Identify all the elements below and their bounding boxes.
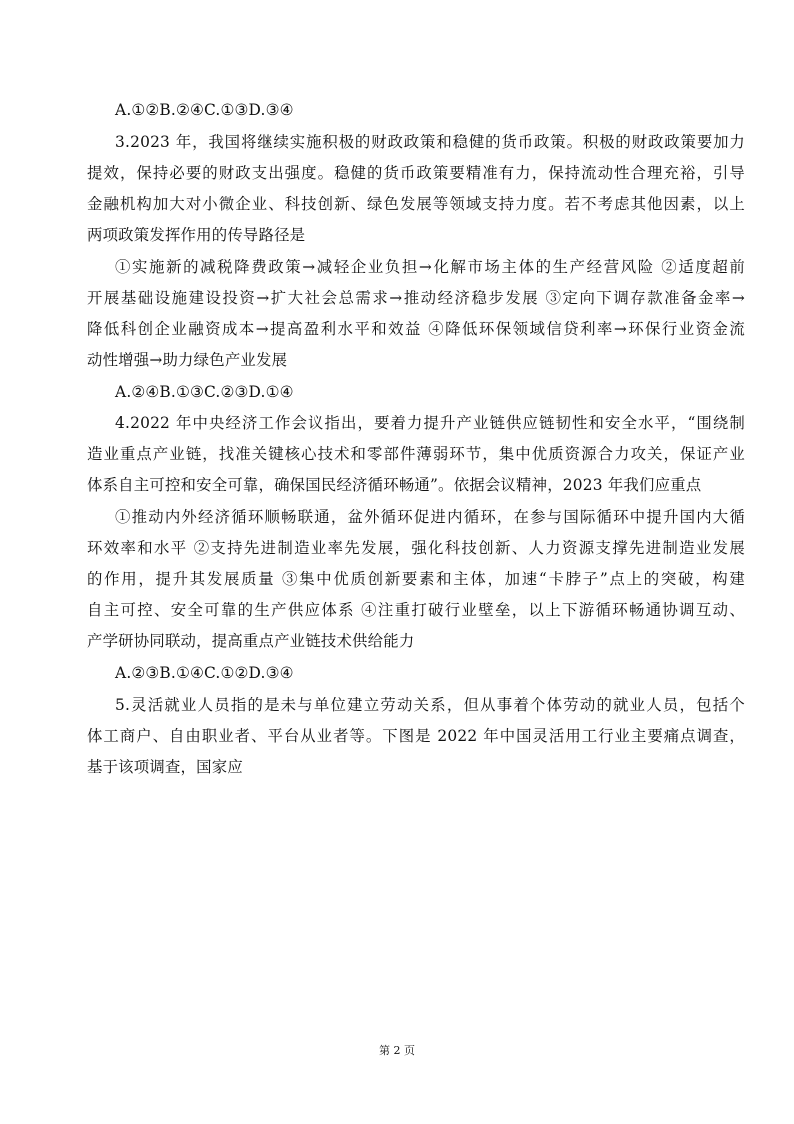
q5-stem-line-2: 体工商户、自由职业者、平台从业者等。下图是 2022 年中国灵活用工行业主要痛点调查， [87,727,745,745]
q3-stem-line-4: 两项政策发挥作用的传导路径是 [87,226,306,244]
q2-answer-options: A.①②B.②④C.①③D.③④ [115,101,294,119]
q4-option-line-3: 的作用，提升其发展质量 ③集中优质创新要素和主体，加速“卡脖子”点上的突破，构建 [87,570,745,588]
q3-option-line-3: 降低科创企业融资成本→提高盈利水平和效益 ④降低环保领域信贷利率→环保行业资金流 [87,320,745,338]
q4-stem-line-2: 造业重点产业链，找准关键核心技术和零部件薄弱环节，集中优质资源合力攻关，保证产业 [87,445,745,463]
q3-answer-options: A.②④B.①③C.②③D.①④ [115,383,294,401]
q5-stem-line-1: 5.灵活就业人员指的是未与单位建立劳动关系，但从事着个体劳动的就业人员，包括个 [115,696,745,714]
q3-stem-line-3: 金融机构加大对小微企业、科技创新、绿色发展等领域支持力度。若不考虑其他因素，以上 [87,195,745,213]
q4-stem-line-1: 4.2022 年中央经济工作会议指出，要着力提升产业链供应链韧性和安全水平，“围绕制 [115,414,745,432]
q4-option-line-4: 自主可控、安全可靠的生产供应体系 ④注重打破行业壁垒，以上下游循环畅通协调互动、 [87,601,745,619]
q4-answer-options: A.②③B.①④C.①②D.③④ [115,664,294,682]
q4-option-line-2: 环效率和水平 ②支持先进制造业率先发展，强化科技创新、人力资源支撑先进制造业发展 [87,539,745,557]
page-number: 第 2 页 [379,1044,415,1057]
q3-stem-line-1: 3.2023 年，我国将继续实施积极的财政政策和稳健的货币政策。积极的财政政策要加力 [115,133,745,151]
q4-option-line-5: 产学研协同联动，提高重点产业链技术供给能力 [87,632,415,650]
q3-option-line-4: 动性增强→助力绿色产业发展 [87,351,288,369]
q3-option-line-1: ①实施新的减税降费政策→减轻企业负担→化解市场主体的生产经营风险 ②适度超前 [115,258,745,276]
q3-stem-line-2: 提效，保持必要的财政支出强度。稳健的货币政策要精准有力，保持流动性合理充裕，引导 [87,164,745,182]
q3-option-line-2: 开展基础设施建设投资→扩大社会总需求→推动经济稳步发展 ③定向下调存款准备金率→ [87,289,745,307]
q4-option-line-1: ①推动内外经济循环顺畅联通，盆外循环促进内循环，在参与国际循环中提升国内大循 [115,508,745,526]
q5-stem-line-3: 基于该项调查，国家应 [87,758,243,776]
q4-stem-line-3: 体系自主可控和安全可靠，确保国民经济循环畅通”。依据会议精神，2023 年我们应重点 [87,476,702,494]
